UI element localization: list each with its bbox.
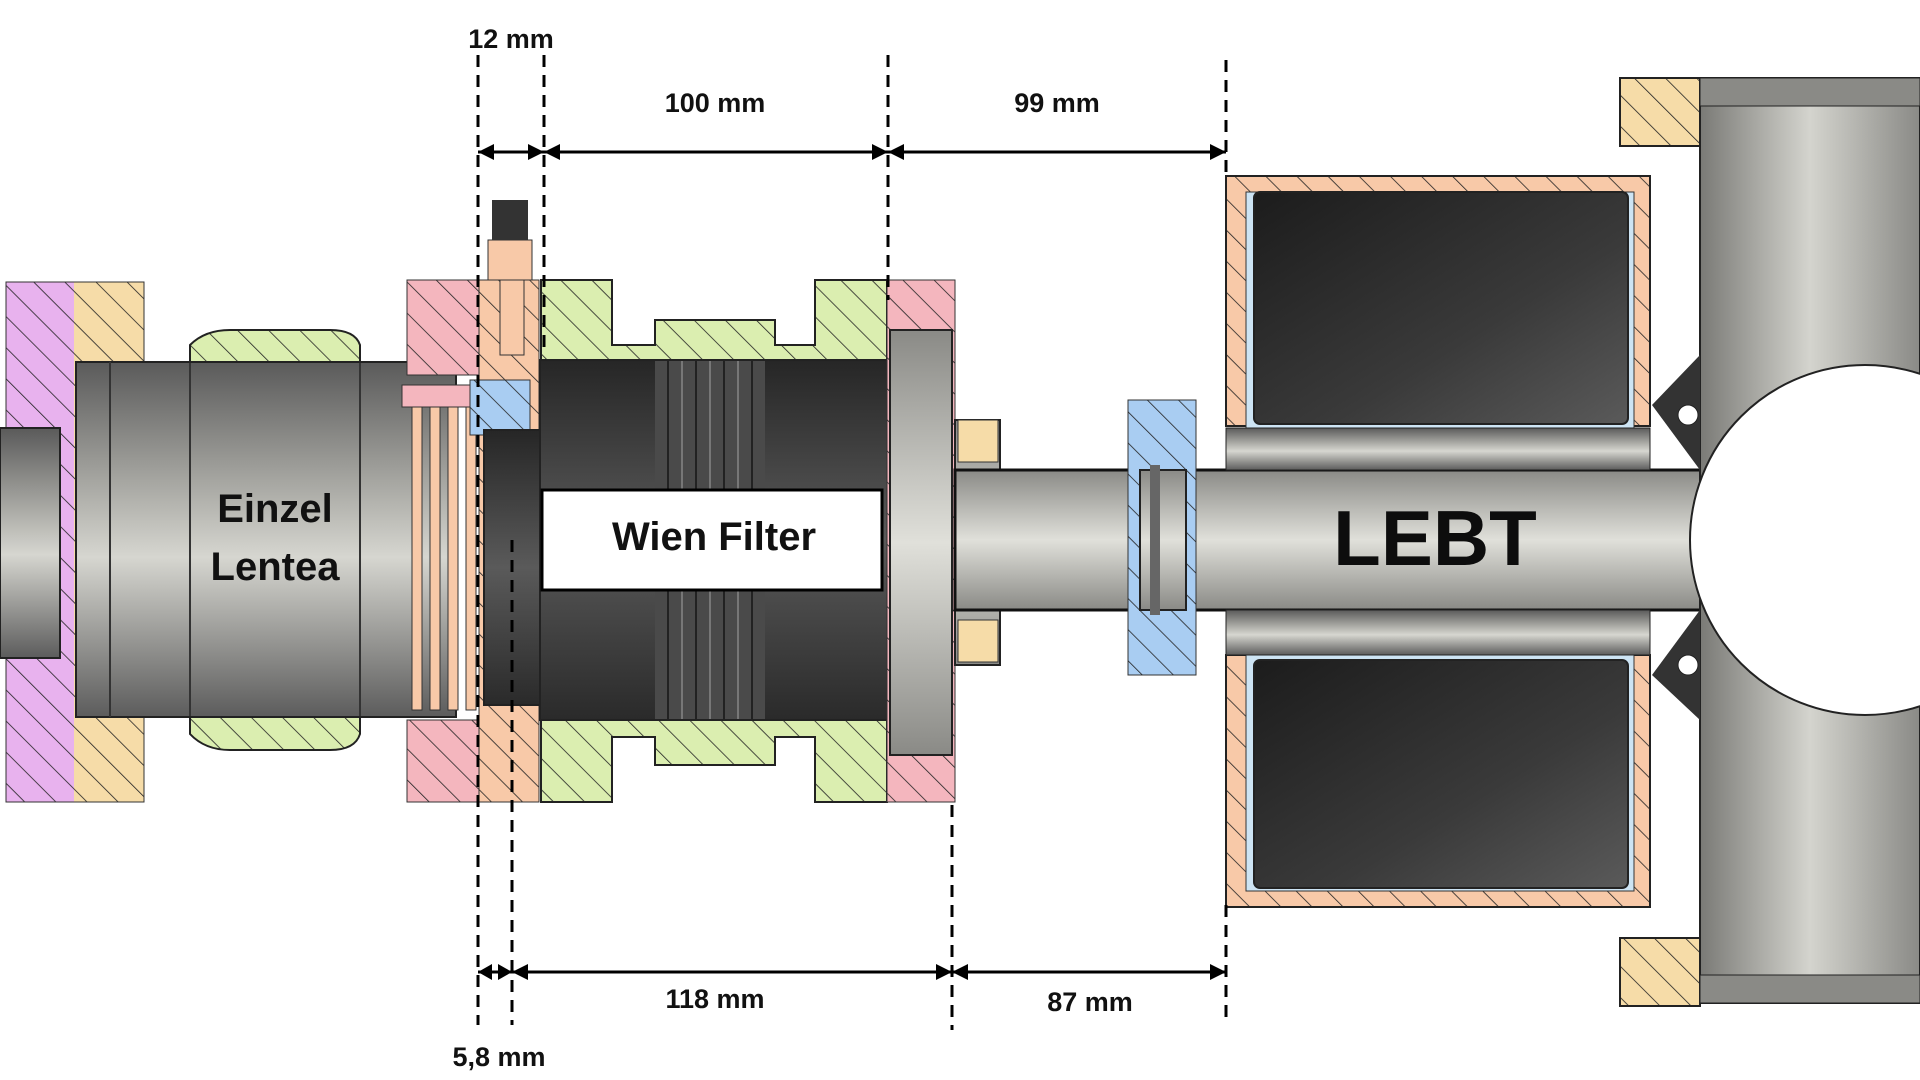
lebt-label: LEBT <box>1333 494 1537 582</box>
dim-87mm: 87 mm <box>1047 987 1133 1017</box>
einzel-label-line1: Einzel <box>217 487 333 531</box>
dim-5-8mm: 5,8 mm <box>452 1042 546 1072</box>
dim-100mm: 100 mm <box>664 88 766 118</box>
dim-118mm: 118 mm <box>665 984 765 1014</box>
wien-filter <box>540 280 890 802</box>
einzel-label-line2: Lentea <box>210 545 340 589</box>
dim-12mm: 12 mm <box>468 24 554 54</box>
kf-clamp <box>1128 400 1196 675</box>
wien-filter-label: Wien Filter <box>611 515 817 559</box>
dim-99mm: 99 mm <box>1014 88 1100 118</box>
einzel-lens <box>76 330 456 750</box>
